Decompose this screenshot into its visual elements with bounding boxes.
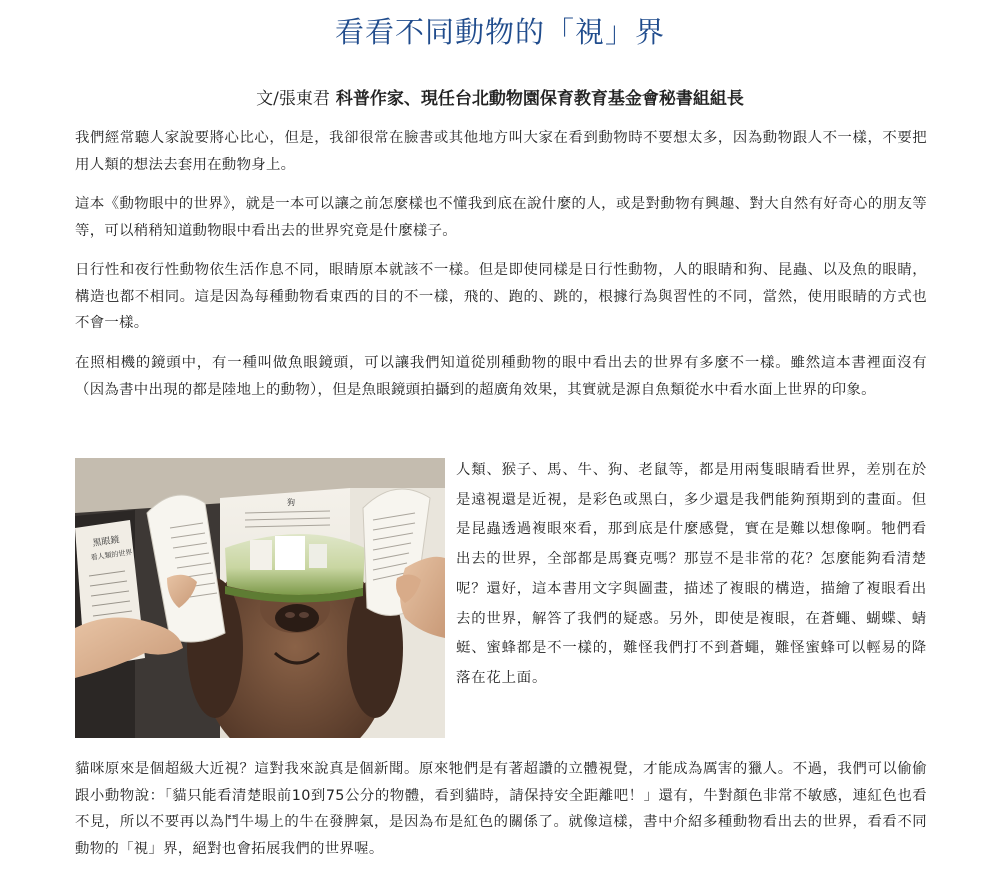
book-photo-illustration — [75, 458, 445, 738]
paragraph-fisheye-lens: 在照相機的鏡頭中，有一種叫做魚眼鏡頭，可以讓我們知道從別種動物的眼中看出去的世界有多麼不一樣。雖然這本書裡面沒有（因為書中出現的都是陸地上的動物），但是魚眼鏡頭拍攝到的超廣角效果，其實就是源自魚類從水中看水面上世界的印象。 — [75, 355, 927, 398]
flap-left-heading: 黑眼鏡 — [92, 535, 121, 549]
paragraph-cats-cows: 貓咪原來是個超級大近視？這對我來說真是個新聞。原來牠們是有著超讚的立體視覺，才能成為厲害的獵人。不過，我們可以偷偷跟小動物說：「貓只能看清楚眼前10到75公分的物體，看到貓時，請保持安全距離吧！」還有，牛對顏色非常不敏感，連紅色也看不見，所以不要再以為鬥牛場上的牛在發脾氣，是因為布是紅色的關係了。就像這樣，書中介紹多種動物看出去的世界，看看不同動物的「視」界，絕對也會拓展我們的世界喔。 — [75, 761, 927, 857]
paragraph-compound-eyes: 人類、猴子、馬、牛、狗、老鼠等，都是用兩隻眼睛看世界，差別在於是遠視還是近視，是彩色或黑白，多少還是我們能夠預期到的畫面。但是昆蟲透過複眼來看，那到底是什麼感覺，實在是難以想像啊。牠們看出去的世界，全部都是馬賽克嗎？那豈不是非常的花？怎麼能夠看清楚呢？還好，這本書用文字與圖畫，描述了複眼的構造，描繪了複眼看出去的世界，解答了我們的疑惑。另外，即使是複眼，在蒼蠅、蝴蝶、蜻蜓、蜜蜂都是不一樣的，難怪我們打不到蒼蠅，難怪蜜蜂可以輕易的降落在花上面。 — [456, 462, 927, 686]
paragraph-intro: 我們經常聽人家說要將心比心，但是，我卻很常在臉書或其他地方叫大家在看到動物時不要想太多，因為動物跟人不一樣，不要把用人類的想法去套用在動物身上。 — [75, 130, 927, 173]
flap-left-subheading: 看人類的世界 — [90, 548, 133, 562]
paragraph-book-intro: 這本《動物眼中的世界》，就是一本可以讓之前怎麼樣也不懂我到底在說什麼的人，或是對動物有興趣、對大自然有好奇心的朋友等等，可以稍稍知道動物眼中看出去的世界究竟是什麼樣子。 — [75, 196, 927, 239]
article-title: 看看不同動物的「視」界 — [334, 15, 665, 49]
book-photo — [75, 458, 445, 738]
book-page-heading: 狗 — [287, 498, 295, 507]
paragraph-diurnal-nocturnal: 日行性和夜行性動物依生活作息不同，眼睛原本就該不一樣。但是即使同樣是日行性動物，人的眼睛和狗、昆蟲、以及魚的眼睛，構造也都不相同。這是因為每種動物看東西的目的不一樣，飛的、跑的、跳的，根據行為與習性的不同，當然，使用眼睛的方式也不會一樣。 — [75, 262, 927, 331]
byline — [0, 86, 1000, 112]
byline-author: 文/張東君 — [256, 89, 330, 109]
byline-role: 科普作家、現任台北動物園保育教育基金會秘書組組長 — [335, 89, 744, 109]
